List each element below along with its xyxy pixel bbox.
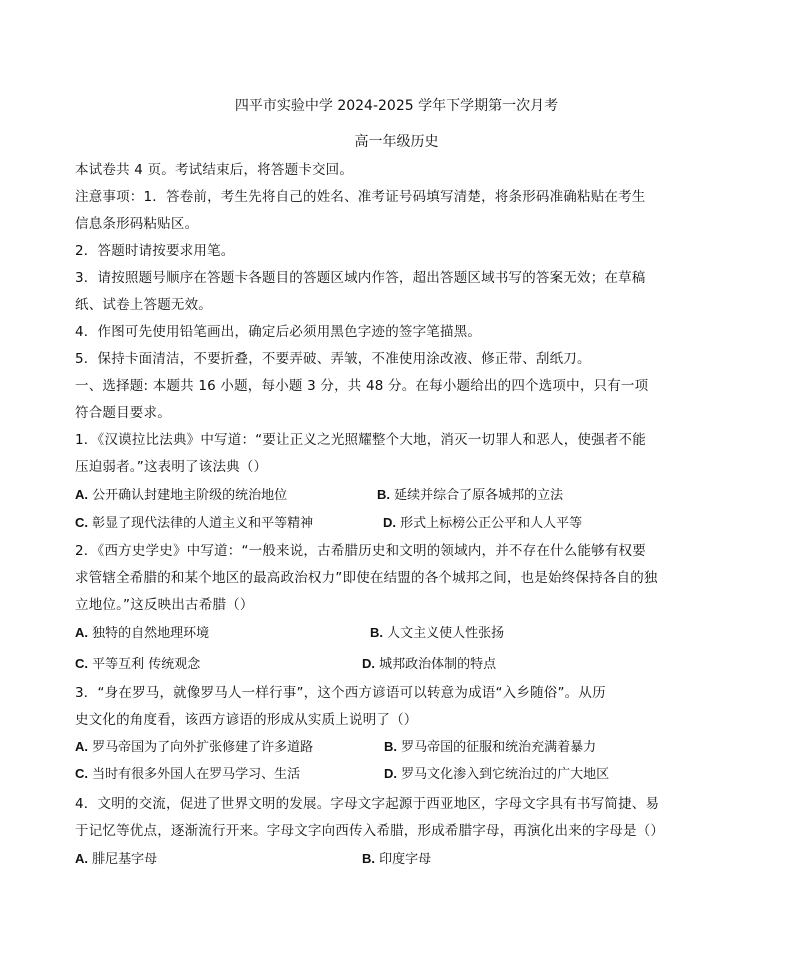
question-stem: 4．文明的交流，促进了世界文明的发展。字母文字起源于西亚地区，字母文字具有书写简捷、易 (75, 796, 660, 812)
intro-line: 纸、试卷上答题无效。 (75, 297, 212, 313)
question-stem: 立地位。”这反映出古希腊（） (75, 597, 254, 613)
intro-line: 5．保持卡面清洁，不要折叠，不要弄破、弄皱，不准使用涂改液、修正带、刮纸刀。 (75, 351, 591, 367)
question-stem: 求管辖全希腊的和某个地区的最高政治权力”即使在结盟的各个城邦之间，也是始终保持各自的独 (75, 570, 658, 586)
question-stem: 史文化的角度看，该西方谚语的形成从实质上说明了（） (75, 712, 418, 728)
exam-subtitle: 高一年级历史 (354, 134, 439, 150)
option-d: D. 城邦政治体制的特点 (362, 656, 497, 672)
option-d: D. 形式上标榜公正公平和人人平等 (383, 515, 583, 531)
intro-line: 信息条形码粘贴区。 (75, 216, 199, 232)
option-a: A. 独特的自然地理环境 (75, 625, 210, 641)
intro-line: 注意事项：1．答卷前，考生先将自己的姓名、准考证号码填写清楚，将条形码准确粘贴在考生 (75, 189, 646, 205)
intro-line: 3．请按照题号顺序在答题卡各题目的答题区域内作答，超出答题区域书写的答案无效；在草稿 (75, 270, 646, 286)
exam-title: 四平市实验中学 2024-2025 学年下学期第一次月考 (234, 98, 559, 114)
option-b: B. 延续并综合了原各城邦的立法 (377, 487, 564, 503)
intro-line: 本试卷共 4 页。考试结束后，将答题卡交回。 (75, 162, 354, 178)
option-b: B. 印度字母 (362, 851, 432, 867)
option-a: A. 罗马帝国为了向外扩张修建了许多道路 (75, 739, 314, 755)
option-a: A. 公开确认封建地主阶级的统治地位 (75, 487, 288, 503)
option-c: C. 平等互利 传统观念 (75, 656, 201, 672)
option-c: C. 彰显了现代法律的人道主义和平等精神 (75, 515, 314, 531)
question-stem: 3．“身在罗马，就像罗马人一样行事”，这个西方谚语可以转意为成语“入乡随俗”。从历 (75, 685, 606, 701)
question-stem: 1．《汉谟拉比法典》中写道：“要让正义之光照耀整个大地，消灭一切罪人和恶人，使强者不能 (75, 432, 646, 448)
option-d: D. 罗马文化渗入到它统治过的广大地区 (384, 766, 610, 782)
question-stem: 2．《西方史学史》中写道：“一般来说，古希腊历史和文明的领域内，并不存在什么能够有权要 (75, 543, 646, 559)
section-heading: 符合题目要求。 (75, 405, 171, 421)
option-a: A. 腓尼基字母 (75, 851, 158, 867)
option-b: B. 人文主义使人性张扬 (370, 625, 505, 641)
option-c: C. 当时有很多外国人在罗马学习、生活 (75, 766, 301, 782)
intro-line: 4．作图可先使用铅笔画出，确定后必须用黑色字迹的签字笔描黑。 (75, 324, 482, 340)
question-stem: 压迫弱者。”这表明了该法典（） (75, 459, 268, 475)
option-b: B. 罗马帝国的征服和统治充满着暴力 (384, 739, 597, 755)
intro-line: 2．答题时请按要求用笔。 (75, 243, 235, 259)
section-heading: 一、选择题: 本题共 16 小题，每小题 3 分，共 48 分。在每小题给出的四个选项中，只有一项 (75, 378, 649, 394)
question-stem: 于记忆等优点，逐渐流行开来。字母文字向西传入希腊，形成希腊字母，再演化出来的字母是（） (75, 823, 665, 839)
